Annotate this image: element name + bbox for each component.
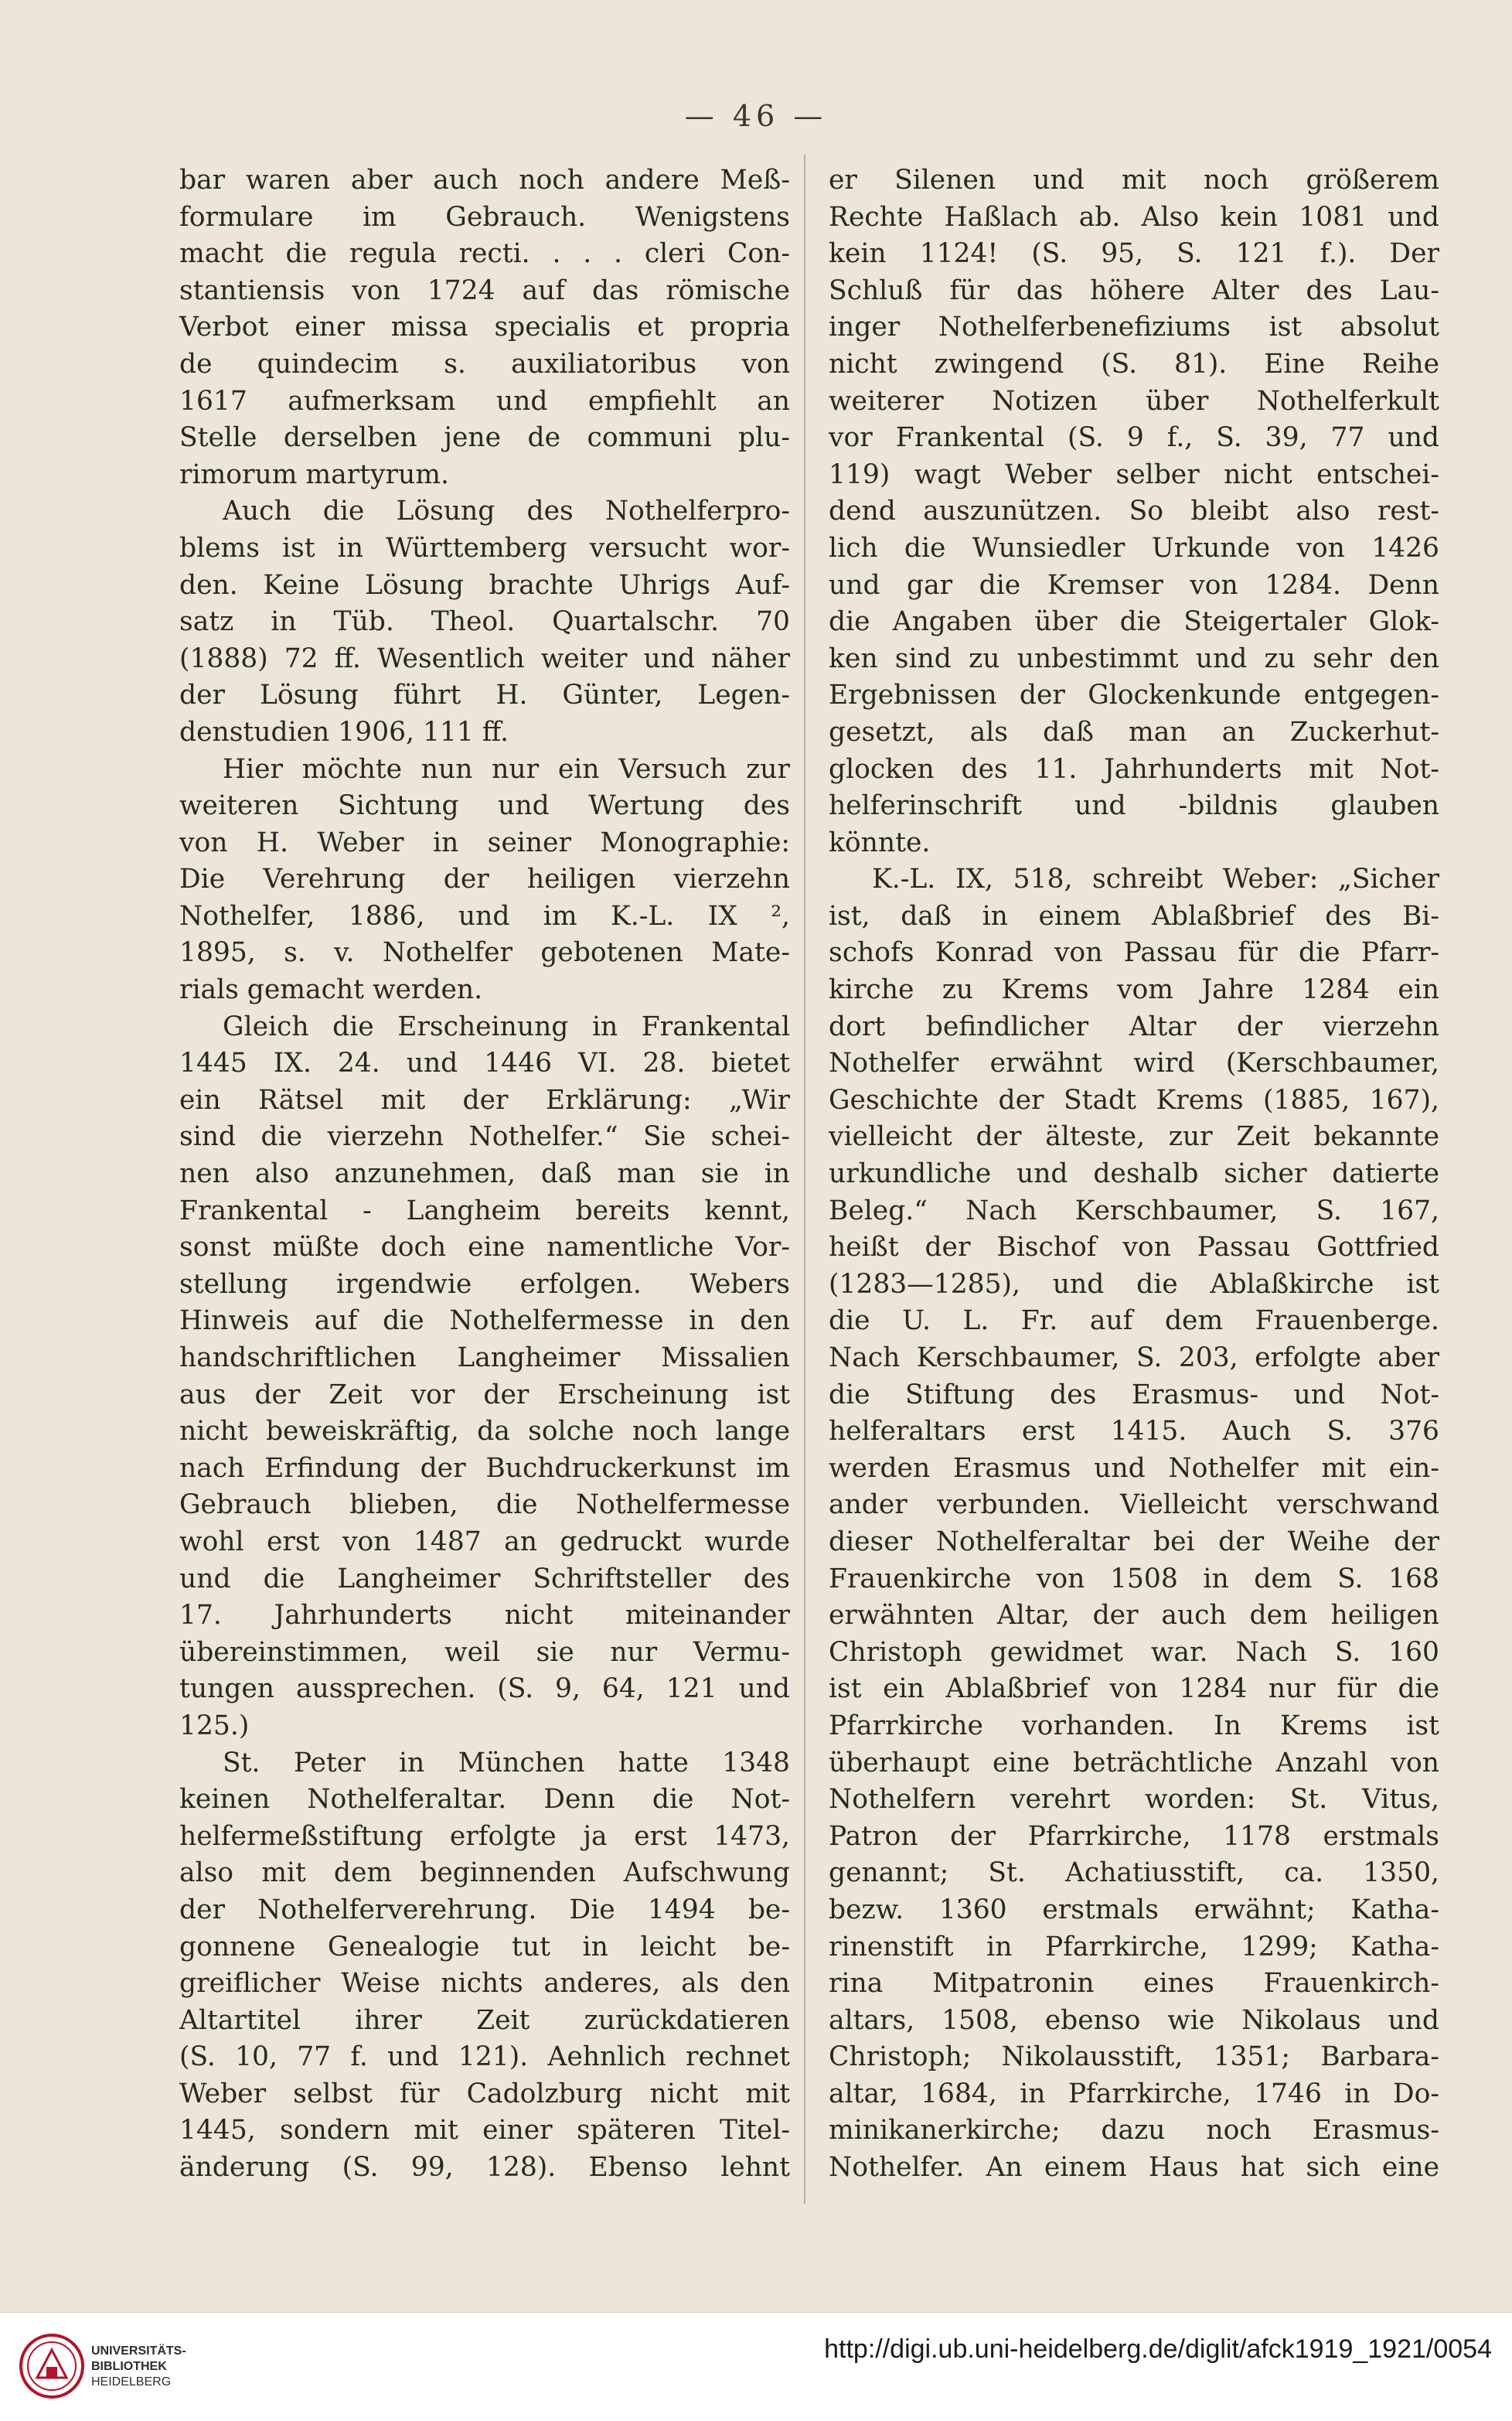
text-line: von H. Weber in seiner Monographie: xyxy=(179,827,790,858)
text-line: 1445 IX. 24. und 1446 VI. 28. bietet xyxy=(179,1048,790,1079)
right-column xyxy=(829,162,1439,2187)
text-line: urkundliche und deshalb sicher datierte xyxy=(829,1158,1439,1190)
text-line: lich die Wunsiedler Urkunde von 1426 xyxy=(829,532,1439,564)
text-line: 1617 aufmerksam und empfiehlt an xyxy=(179,385,790,417)
text-line: Verbot einer missa specialis et propria xyxy=(179,312,790,343)
text-line: Schluß für das höhere Alter des Lau- xyxy=(829,274,1439,306)
text-line: inger Nothelferbenefiziums ist absolut xyxy=(829,312,1439,343)
text-line: satz in Tüb. Theol. Quartalschr. 70 xyxy=(179,606,790,638)
text-line: altar, 1684, in Pfarrkirche, 1746 in Do- xyxy=(829,2078,1439,2109)
text-line: aus der Zeit vor der Erscheinung ist xyxy=(179,1379,790,1410)
text-line: Weber selbst für Cadolzburg nicht mit xyxy=(179,2078,790,2109)
left-column xyxy=(179,162,790,2187)
text-line: kirche zu Krems vom Jahre 1284 ein xyxy=(829,974,1439,1006)
library-footer xyxy=(0,2312,1512,2421)
text-line: stellung irgendwie erfolgen. Webers xyxy=(179,1268,790,1300)
text-line: erwähnten Altar, der auch dem heiligen xyxy=(829,1600,1439,1632)
text-line: Geschichte der Stadt Krems (1885, 167), xyxy=(829,1084,1439,1116)
text-line: kein 1124! (S. 95, S. 121 f.). Der xyxy=(829,238,1439,270)
text-line: Nothelfern verehrt worden: St. Vitus, xyxy=(829,1784,1439,1816)
text-line: 1445, sondern mit einer späteren Titel- xyxy=(179,2115,790,2147)
library-name-line-3: HEIDELBERG xyxy=(91,2375,172,2389)
text-line: greiflicher Weise nichts anderes, als den xyxy=(179,1968,790,2000)
text-line: K.-L. IX, 518, schreibt Weber: „Sicher xyxy=(872,864,1439,895)
text-line: Nach Kerschbaumer, S. 203, erfolgte aber xyxy=(829,1342,1439,1373)
text-line: glocken des 11. Jahrhunderts mit Not- xyxy=(829,753,1439,785)
text-line: weiteren Sichtung und Wertung des xyxy=(179,790,790,822)
text-line: altars, 1508, ebenso wie Nikolaus und xyxy=(829,2004,1439,2036)
text-line: ken sind zu unbestimmt und zu sehr den xyxy=(829,643,1439,674)
text-line: werden Erasmus und Nothelfer mit ein- xyxy=(829,1452,1439,1484)
text-line: Hinweis auf die Nothelfermesse in den xyxy=(179,1305,790,1337)
text-line: vielleicht der älteste, zur Zeit bekannte xyxy=(829,1121,1439,1153)
text-line: Rechte Haßlach ab. Also kein 1081 und xyxy=(829,201,1439,233)
text-line: nen also anzunehmen, daß man sie in xyxy=(179,1158,790,1190)
text-line: nach Erfindung der Buchdruckerkunst im xyxy=(179,1452,790,1484)
text-line: keinen Nothelferaltar. Denn die Not- xyxy=(179,1784,790,1816)
text-line: rina Mitpatronin eines Frauenkirch- xyxy=(829,1968,1439,2000)
text-line: den. Keine Lösung brachte Uhrigs Auf- xyxy=(179,569,790,601)
text-line: Nothelfer, 1886, und im K.-L. IX ², xyxy=(179,900,790,932)
text-line: gesetzt, als daß man an Zuckerhut- xyxy=(829,716,1439,748)
text-line: Frauenkirche von 1508 in dem S. 168 xyxy=(829,1563,1439,1594)
text-line: sind die vierzehn Nothelfer.“ Sie schei- xyxy=(179,1121,790,1153)
text-line: blems ist in Württemberg versucht wor- xyxy=(179,532,790,564)
text-line: Frankental - Langheim bereits kennt, xyxy=(179,1195,790,1226)
text-line: tungen aussprechen. (S. 9, 64, 121 und xyxy=(179,1673,790,1705)
text-line: schofs Konrad von Passau für die Pfarr- xyxy=(829,937,1439,969)
text-line: Patron der Pfarrkirche, 1178 erstmals xyxy=(829,1820,1439,1852)
text-line: St. Peter in München hatte 1348 xyxy=(223,1747,790,1778)
text-line: Ergebnissen der Glockenkunde entgegen- xyxy=(829,680,1439,711)
text-line: weiterer Notizen über Nothelferkult xyxy=(829,385,1439,417)
library-name-line-2: BIBLIOTHEK xyxy=(91,2360,167,2373)
text-line: Stelle derselben jene de communi plu- xyxy=(179,422,790,454)
text-line: überhaupt eine beträchtliche Anzahl von xyxy=(829,1747,1439,1778)
text-line: änderung (S. 99, 128). Ebenso lehnt xyxy=(179,2152,790,2184)
text-line: Auch die Lösung des Nothelferpro- xyxy=(223,496,790,527)
text-line: minikanerkirche; dazu noch Erasmus- xyxy=(829,2115,1439,2147)
university-seal-icon xyxy=(19,2333,85,2399)
text-line: also mit dem beginnenden Aufschwung xyxy=(179,1857,790,1889)
text-line: Christoph gewidmet war. Nach S. 160 xyxy=(829,1636,1439,1668)
text-line: Die Verehrung der heiligen vierzehn xyxy=(179,864,790,895)
text-line: Hier möchte nun nur ein Versuch zur xyxy=(223,753,790,785)
text-line: und gar die Kremser von 1284. Denn xyxy=(829,569,1439,601)
text-line: (1888) 72 ff. Wesentlich weiter und näher xyxy=(179,643,790,674)
text-line: Altartitel ihrer Zeit zurückdatieren xyxy=(179,2004,790,2036)
source-url[interactable]: http://digi.ub.uni-heidelberg.de/diglit/afck1919_1921/0054 xyxy=(824,2334,1492,2364)
text-line: de quindecim s. auxiliatoribus von xyxy=(179,348,790,380)
text-line: Gebrauch blieben, die Nothelfermesse xyxy=(179,1489,790,1521)
text-line: nicht beweiskräftig, da solche noch lange xyxy=(179,1416,790,1447)
text-line: gonnene Genealogie tut in leicht be- xyxy=(179,1931,790,1962)
text-line: Pfarrkirche vorhanden. In Krems ist xyxy=(829,1710,1439,1741)
text-line: Gleich die Erscheinung in Frankental xyxy=(223,1011,790,1042)
text-line: die Angaben über die Steigertaler Glok- xyxy=(829,606,1439,638)
text-line: bezw. 1360 erstmals erwähnt; Katha- xyxy=(829,1894,1439,1925)
text-line: die Stiftung des Erasmus- und Not- xyxy=(829,1379,1439,1410)
library-name xyxy=(91,2344,186,2390)
text-line: Beleg.“ Nach Kerschbaumer, S. 167, xyxy=(829,1195,1439,1226)
text-line: nicht zwingend (S. 81). Eine Reihe xyxy=(829,348,1439,380)
text-line: heißt der Bischof von Passau Gottfried xyxy=(829,1232,1439,1263)
page-number: — 46 — xyxy=(684,99,828,133)
text-line: bar waren aber auch noch andere Meß- xyxy=(179,165,790,196)
text-line: könnte. xyxy=(829,827,931,858)
text-line: sonst müßte doch eine namentliche Vor- xyxy=(179,1232,790,1263)
text-line: genannt; St. Achatiusstift, ca. 1350, xyxy=(829,1857,1439,1889)
text-line: dieser Nothelferaltar bei der Weihe der xyxy=(829,1526,1439,1557)
text-line: rials gemacht werden. xyxy=(179,974,483,1006)
column-divider xyxy=(804,155,805,2204)
text-line: helferinschrift und -bildnis glauben xyxy=(829,790,1439,822)
library-name-line-1: UNIVERSITÄTS- xyxy=(91,2344,186,2358)
text-line: ist ein Ablaßbrief von 1284 nur für die xyxy=(829,1673,1439,1705)
text-line: wohl erst von 1487 an gedruckt wurde xyxy=(179,1526,790,1557)
text-line: stantiensis von 1724 auf das römische xyxy=(179,274,790,306)
text-line: denstudien 1906, 111 ff. xyxy=(179,716,509,748)
text-line: ist, daß in einem Ablaßbrief des Bi- xyxy=(829,900,1439,932)
text-line: 17. Jahrhunderts nicht miteinander xyxy=(179,1600,790,1632)
text-line: Nothelfer erwähnt wird (Kerschbaumer, xyxy=(829,1048,1439,1079)
text-line: (S. 10, 77 f. und 121). Aehnlich rechnet xyxy=(179,2041,790,2073)
text-line: vor Frankental (S. 9 f., S. 39, 77 und xyxy=(829,422,1439,454)
text-line: 125.) xyxy=(179,1710,250,1741)
text-line: 1895, s. v. Nothelfer gebotenen Mate- xyxy=(179,937,790,969)
text-line: dend auszunützen. So bleibt also rest- xyxy=(829,496,1439,527)
text-line: der Nothelferverehrung. Die 1494 be- xyxy=(179,1894,790,1925)
text-line: der Lösung führt H. Günter, Legen- xyxy=(179,680,790,711)
text-line: macht die regula recti. . . . cleri Con- xyxy=(179,238,790,270)
text-line: formulare im Gebrauch. Wenigstens xyxy=(179,201,790,233)
text-line: und die Langheimer Schriftsteller des xyxy=(179,1563,790,1594)
text-line: ein Rätsel mit der Erklärung: „Wir xyxy=(179,1084,790,1116)
text-line: dort befindlicher Altar der vierzehn xyxy=(829,1011,1439,1042)
text-line: die U. L. Fr. auf dem Frauenberge. xyxy=(829,1305,1439,1337)
text-line: (1283—1285), und die Ablaßkirche ist xyxy=(829,1268,1439,1300)
text-line: ander verbunden. Vielleicht verschwand xyxy=(829,1489,1439,1521)
text-line: Christoph; Nikolausstift, 1351; Barbara- xyxy=(829,2041,1439,2073)
text-line: helferaltars erst 1415. Auch S. 376 xyxy=(829,1416,1439,1447)
text-line: 119) wagt Weber selber nicht entschei- xyxy=(829,459,1439,490)
text-line: handschriftlichen Langheimer Missalien xyxy=(179,1342,790,1373)
text-line: Nothelfer. An einem Haus hat sich eine xyxy=(829,2152,1439,2184)
text-line: übereinstimmen, weil sie nur Vermu- xyxy=(179,1636,790,1668)
text-line: er Silenen und mit noch größerem xyxy=(829,165,1439,196)
text-line: rimorum martyrum. xyxy=(179,459,449,490)
text-line: rinenstift in Pfarrkirche, 1299; Katha- xyxy=(829,1931,1439,1962)
text-line: helfermeßstiftung erfolgte ja erst 1473, xyxy=(179,1820,790,1852)
